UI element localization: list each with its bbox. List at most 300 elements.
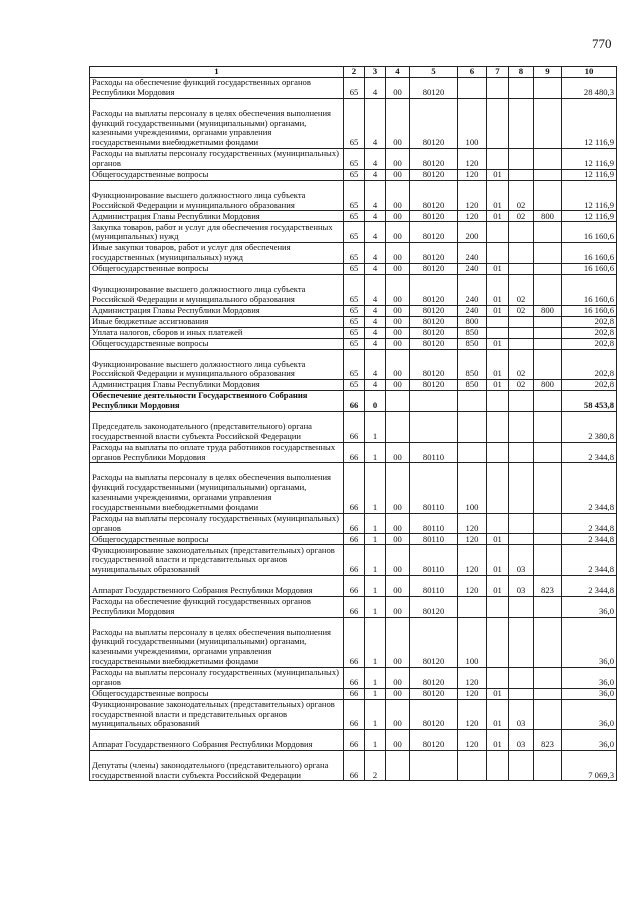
table-row (90, 513, 617, 534)
section-cell: 4 (365, 349, 386, 380)
section-cell: 4 (365, 222, 386, 243)
table-row (90, 222, 617, 243)
expense-type-cell (458, 750, 487, 781)
department-cell (534, 617, 562, 667)
table-row (90, 699, 617, 730)
department-cell (534, 667, 562, 688)
subdivision-cell: 03 (509, 699, 534, 730)
chapter-cell: 65 (344, 274, 365, 305)
chapter-cell: 66 (344, 534, 365, 545)
row-name-cell: Расходы на выплаты персоналу в целях обеспечения выполнения функций государственными (муниципальными) органами, казенными учреждениями, органами управления государственными внебюджетными фондами (90, 98, 344, 148)
target-code-cell: 80120 (410, 327, 458, 338)
division-cell: 01 (487, 349, 509, 380)
target-code-cell: 80120 (410, 596, 458, 617)
division-cell (487, 243, 509, 264)
section-cell: 4 (365, 274, 386, 305)
subsection-cell: 00 (386, 78, 410, 99)
table-row (90, 78, 617, 99)
target-code-cell: 80110 (410, 463, 458, 513)
section-cell: 2 (365, 750, 386, 781)
division-cell (487, 463, 509, 513)
target-code-cell: 80110 (410, 534, 458, 545)
header-row (90, 67, 617, 78)
subdivision-cell (509, 148, 534, 169)
target-code-cell: 80120 (410, 263, 458, 274)
department-cell (534, 222, 562, 243)
chapter-cell: 65 (344, 316, 365, 327)
target-code-cell: 80120 (410, 617, 458, 667)
amount-cell: 12 116,9 (562, 211, 617, 222)
department-cell (534, 545, 562, 576)
subdivision-cell (509, 243, 534, 264)
department-cell (534, 243, 562, 264)
header-cell: 9 (534, 67, 562, 78)
row-name-cell: Функционирование высшего должностного лица субъекта Российской Федерации и муниципального образования (90, 349, 344, 380)
table-row (90, 305, 617, 316)
amount-cell: 202,8 (562, 338, 617, 349)
division-cell: 01 (487, 263, 509, 274)
header-cell: 6 (458, 67, 487, 78)
target-code-cell (410, 750, 458, 781)
department-cell (534, 327, 562, 338)
amount-cell: 2 344,8 (562, 575, 617, 596)
amount-cell: 16 160,6 (562, 274, 617, 305)
department-cell (534, 411, 562, 442)
expense-type-cell: 850 (458, 338, 487, 349)
table-row (90, 180, 617, 211)
subsection-cell: 00 (386, 211, 410, 222)
row-name-cell: Администрация Главы Республики Мордовия (90, 380, 344, 391)
division-cell: 01 (487, 380, 509, 391)
subsection-cell: 00 (386, 98, 410, 148)
division-cell (487, 316, 509, 327)
expense-type-cell: 240 (458, 305, 487, 316)
target-code-cell: 80110 (410, 575, 458, 596)
department-cell: 800 (534, 211, 562, 222)
subsection-cell: 00 (386, 575, 410, 596)
row-name-cell: Депутаты (члены) законодательного (представительного) органа государственной власти субъекта Российской Федерации (90, 750, 344, 781)
section-cell: 4 (365, 78, 386, 99)
department-cell (534, 442, 562, 463)
department-cell (534, 274, 562, 305)
section-cell: 1 (365, 730, 386, 751)
section-cell: 1 (365, 534, 386, 545)
row-name-cell: Расходы на обеспечение функций государственных органов Республики Мордовия (90, 596, 344, 617)
row-name-cell: Обеспечение деятельности Государственного Собрания Республики Мордовия (90, 391, 344, 412)
target-code-cell: 80120 (410, 699, 458, 730)
table-row (90, 98, 617, 148)
department-cell (534, 391, 562, 412)
target-code-cell: 80120 (410, 180, 458, 211)
target-code-cell: 80120 (410, 380, 458, 391)
subsection-cell: 00 (386, 513, 410, 534)
amount-cell: 2 344,8 (562, 545, 617, 576)
subdivision-cell: 02 (509, 180, 534, 211)
division-cell (487, 391, 509, 412)
subdivision-cell (509, 534, 534, 545)
division-cell (487, 750, 509, 781)
division-cell: 01 (487, 730, 509, 751)
chapter-cell: 65 (344, 327, 365, 338)
section-cell: 4 (365, 148, 386, 169)
department-cell (534, 98, 562, 148)
subsection-cell (386, 391, 410, 412)
amount-cell: 12 116,9 (562, 169, 617, 180)
subdivision-cell (509, 442, 534, 463)
subdivision-cell (509, 391, 534, 412)
row-name-cell: Расходы на выплаты персоналу государственных (муниципальных) органов (90, 513, 344, 534)
expense-type-cell: 120 (458, 545, 487, 576)
division-cell: 01 (487, 305, 509, 316)
expense-type-cell: 850 (458, 349, 487, 380)
section-cell: 4 (365, 243, 386, 264)
chapter-cell: 66 (344, 617, 365, 667)
row-name-cell: Функционирование высшего должностного лица субъекта Российской Федерации и муниципального образования (90, 274, 344, 305)
amount-cell: 202,8 (562, 349, 617, 380)
subsection-cell: 00 (386, 442, 410, 463)
expense-type-cell: 120 (458, 575, 487, 596)
chapter-cell: 66 (344, 596, 365, 617)
amount-cell: 28 480,3 (562, 78, 617, 99)
section-cell: 4 (365, 211, 386, 222)
subsection-cell: 00 (386, 243, 410, 264)
subdivision-cell (509, 316, 534, 327)
row-name-cell: Общегосударственные вопросы (90, 263, 344, 274)
subdivision-cell (509, 222, 534, 243)
division-cell (487, 327, 509, 338)
division-cell: 01 (487, 274, 509, 305)
department-cell: 800 (534, 305, 562, 316)
target-code-cell: 80120 (410, 148, 458, 169)
row-name-cell: Закупка товаров, работ и услуг для обеспечения государственных (муниципальных) нужд (90, 222, 344, 243)
header-cell: 8 (509, 67, 534, 78)
target-code-cell: 80120 (410, 730, 458, 751)
row-name-cell: Расходы на выплаты персоналу государственных (муниципальных) органов (90, 148, 344, 169)
chapter-cell: 65 (344, 222, 365, 243)
department-cell (534, 349, 562, 380)
row-name-cell: Аппарат Государственного Собрания Республики Мордовия (90, 730, 344, 751)
subdivision-cell: 02 (509, 274, 534, 305)
subsection-cell: 00 (386, 380, 410, 391)
amount-cell: 36,0 (562, 617, 617, 667)
amount-cell: 2 380,8 (562, 411, 617, 442)
department-cell (534, 316, 562, 327)
amount-cell: 16 160,6 (562, 263, 617, 274)
division-cell (487, 667, 509, 688)
row-name-cell: Председатель законодательного (представительного) органа государственной власти субъекта Российской Федерации (90, 411, 344, 442)
row-name-cell: Расходы на выплаты персоналу в целях обеспечения выполнения функций государственными (муниципальными) органами, казенными учреждениями, органами управления государственными внебюджетными фондами (90, 617, 344, 667)
section-cell: 1 (365, 545, 386, 576)
chapter-cell: 66 (344, 750, 365, 781)
expense-type-cell: 240 (458, 243, 487, 264)
subsection-cell: 00 (386, 169, 410, 180)
subdivision-cell: 02 (509, 380, 534, 391)
amount-cell: 58 453,8 (562, 391, 617, 412)
amount-cell: 2 344,8 (562, 442, 617, 463)
subsection-cell: 00 (386, 180, 410, 211)
chapter-cell: 66 (344, 391, 365, 412)
table-row (90, 148, 617, 169)
section-cell: 1 (365, 617, 386, 667)
row-name-cell: Расходы на выплаты персоналу государственных (муниципальных) органов (90, 667, 344, 688)
expense-type-cell (458, 442, 487, 463)
header-cell: 1 (90, 67, 344, 78)
subdivision-cell (509, 169, 534, 180)
amount-cell: 36,0 (562, 730, 617, 751)
department-cell (534, 338, 562, 349)
subsection-cell: 00 (386, 274, 410, 305)
row-name-cell: Общегосударственные вопросы (90, 338, 344, 349)
amount-cell: 16 160,6 (562, 222, 617, 243)
division-cell: 01 (487, 169, 509, 180)
division-cell: 01 (487, 180, 509, 211)
expense-type-cell: 100 (458, 617, 487, 667)
department-cell (534, 180, 562, 211)
expense-type-cell: 120 (458, 730, 487, 751)
budget-table (89, 66, 617, 781)
table-row (90, 327, 617, 338)
target-code-cell: 80120 (410, 222, 458, 243)
subdivision-cell (509, 327, 534, 338)
chapter-cell: 66 (344, 688, 365, 699)
department-cell (534, 699, 562, 730)
amount-cell: 2 344,8 (562, 534, 617, 545)
amount-cell: 12 116,9 (562, 180, 617, 211)
table-row (90, 169, 617, 180)
division-cell: 01 (487, 338, 509, 349)
section-cell: 4 (365, 316, 386, 327)
division-cell (487, 411, 509, 442)
table-row (90, 463, 617, 513)
subdivision-cell: 03 (509, 545, 534, 576)
chapter-cell: 65 (344, 338, 365, 349)
row-name-cell: Общегосударственные вопросы (90, 169, 344, 180)
table-row (90, 274, 617, 305)
department-cell: 823 (534, 730, 562, 751)
division-cell: 01 (487, 545, 509, 576)
subsection-cell: 00 (386, 148, 410, 169)
chapter-cell: 66 (344, 463, 365, 513)
subsection-cell: 00 (386, 316, 410, 327)
subdivision-cell (509, 688, 534, 699)
table-row (90, 688, 617, 699)
expense-type-cell: 120 (458, 148, 487, 169)
target-code-cell: 80120 (410, 98, 458, 148)
subsection-cell: 00 (386, 667, 410, 688)
target-code-cell: 80120 (410, 274, 458, 305)
section-cell: 4 (365, 327, 386, 338)
amount-cell: 2 344,8 (562, 463, 617, 513)
row-name-cell: Расходы на выплаты по оплате труда работников государственных органов Республики Мордовия (90, 442, 344, 463)
target-code-cell: 80120 (410, 667, 458, 688)
expense-type-cell: 120 (458, 211, 487, 222)
amount-cell: 2 344,8 (562, 513, 617, 534)
division-cell (487, 78, 509, 99)
amount-cell: 202,8 (562, 380, 617, 391)
header-cell: 10 (562, 67, 617, 78)
subdivision-cell (509, 513, 534, 534)
subdivision-cell (509, 617, 534, 667)
header-cell: 7 (487, 67, 509, 78)
expense-type-cell: 120 (458, 688, 487, 699)
row-name-cell: Расходы на выплаты персоналу в целях обеспечения выполнения функций государственными (муниципальными) органами, казенными учреждениями, органами управления государственными внебюджетными фондами (90, 463, 344, 513)
header-cell: 2 (344, 67, 365, 78)
row-name-cell: Иные бюджетные ассигнования (90, 316, 344, 327)
row-name-cell: Аппарат Государственного Собрания Республики Мордовия (90, 575, 344, 596)
amount-cell: 202,8 (562, 316, 617, 327)
target-code-cell: 80120 (410, 78, 458, 99)
row-name-cell: Администрация Главы Республики Мордовия (90, 211, 344, 222)
target-code-cell: 80110 (410, 513, 458, 534)
amount-cell: 36,0 (562, 596, 617, 617)
table-row (90, 316, 617, 327)
division-cell: 01 (487, 575, 509, 596)
department-cell: 823 (534, 575, 562, 596)
subdivision-cell: 02 (509, 349, 534, 380)
chapter-cell: 66 (344, 667, 365, 688)
table-row (90, 263, 617, 274)
subsection-cell: 00 (386, 222, 410, 243)
division-cell: 01 (487, 211, 509, 222)
amount-cell: 36,0 (562, 667, 617, 688)
subsection-cell: 00 (386, 596, 410, 617)
department-cell (534, 688, 562, 699)
subdivision-cell (509, 667, 534, 688)
subdivision-cell (509, 596, 534, 617)
chapter-cell: 66 (344, 513, 365, 534)
target-code-cell: 80110 (410, 442, 458, 463)
target-code-cell: 80120 (410, 211, 458, 222)
target-code-cell (410, 411, 458, 442)
row-name-cell: Расходы на обеспечение функций государственных органов Республики Мордовия (90, 78, 344, 99)
subsection-cell: 00 (386, 545, 410, 576)
section-cell: 1 (365, 463, 386, 513)
expense-type-cell: 100 (458, 98, 487, 148)
division-cell (487, 513, 509, 534)
subsection-cell: 00 (386, 338, 410, 349)
chapter-cell: 65 (344, 305, 365, 316)
section-cell: 1 (365, 411, 386, 442)
expense-type-cell: 100 (458, 463, 487, 513)
table-row (90, 211, 617, 222)
table-row (90, 411, 617, 442)
subsection-cell: 00 (386, 534, 410, 545)
chapter-cell: 66 (344, 575, 365, 596)
table-body (90, 78, 617, 781)
subdivision-cell (509, 98, 534, 148)
target-code-cell: 80120 (410, 169, 458, 180)
expense-type-cell: 120 (458, 699, 487, 730)
header-cell: 3 (365, 67, 386, 78)
department-cell (534, 78, 562, 99)
row-name-cell: Функционирование высшего должностного лица субъекта Российской Федерации и муниципального образования (90, 180, 344, 211)
section-cell: 1 (365, 699, 386, 730)
chapter-cell: 65 (344, 263, 365, 274)
subsection-cell: 00 (386, 463, 410, 513)
row-name-cell: Иные закупки товаров, работ и услуг для обеспечения государственных (муниципальных) нужд (90, 243, 344, 264)
expense-type-cell: 200 (458, 222, 487, 243)
chapter-cell: 65 (344, 380, 365, 391)
row-name-cell: Общегосударственные вопросы (90, 688, 344, 699)
subdivision-cell (509, 750, 534, 781)
chapter-cell: 65 (344, 180, 365, 211)
division-cell: 01 (487, 688, 509, 699)
chapter-cell: 65 (344, 169, 365, 180)
target-code-cell: 80110 (410, 545, 458, 576)
page-number: 770 (592, 36, 612, 51)
subsection-cell: 00 (386, 327, 410, 338)
section-cell: 4 (365, 169, 386, 180)
section-cell: 1 (365, 688, 386, 699)
amount-cell: 202,8 (562, 327, 617, 338)
section-cell: 1 (365, 667, 386, 688)
subdivision-cell (509, 411, 534, 442)
chapter-cell: 65 (344, 98, 365, 148)
expense-type-cell: 800 (458, 316, 487, 327)
division-cell: 01 (487, 534, 509, 545)
division-cell (487, 596, 509, 617)
department-cell (534, 750, 562, 781)
department-cell (534, 596, 562, 617)
table-row (90, 596, 617, 617)
table-row (90, 380, 617, 391)
expense-type-cell: 240 (458, 263, 487, 274)
division-cell (487, 222, 509, 243)
target-code-cell: 80120 (410, 688, 458, 699)
subsection-cell: 00 (386, 263, 410, 274)
subsection-cell: 00 (386, 617, 410, 667)
amount-cell: 12 116,9 (562, 148, 617, 169)
header-cell: 5 (410, 67, 458, 78)
row-name-cell: Администрация Главы Республики Мордовия (90, 305, 344, 316)
division-cell (487, 148, 509, 169)
department-cell: 800 (534, 380, 562, 391)
table-row (90, 534, 617, 545)
division-cell (487, 442, 509, 463)
division-cell (487, 617, 509, 667)
expense-type-cell: 240 (458, 274, 487, 305)
chapter-cell: 65 (344, 211, 365, 222)
section-cell: 4 (365, 380, 386, 391)
section-cell: 0 (365, 391, 386, 412)
subdivision-cell: 03 (509, 575, 534, 596)
table-row (90, 545, 617, 576)
subsection-cell: 00 (386, 699, 410, 730)
amount-cell: 7 069,3 (562, 750, 617, 781)
subsection-cell (386, 411, 410, 442)
table-row (90, 442, 617, 463)
target-code-cell: 80120 (410, 243, 458, 264)
expense-type-cell: 120 (458, 513, 487, 534)
section-cell: 4 (365, 338, 386, 349)
department-cell (534, 263, 562, 274)
subdivision-cell (509, 78, 534, 99)
subsection-cell: 00 (386, 349, 410, 380)
expense-type-cell (458, 391, 487, 412)
department-cell (534, 463, 562, 513)
division-cell (487, 98, 509, 148)
section-cell: 4 (365, 98, 386, 148)
expense-type-cell: 120 (458, 534, 487, 545)
subsection-cell: 00 (386, 730, 410, 751)
section-cell: 4 (365, 305, 386, 316)
subdivision-cell: 02 (509, 305, 534, 316)
table-row (90, 391, 617, 412)
department-cell (534, 169, 562, 180)
chapter-cell: 65 (344, 349, 365, 380)
expense-type-cell (458, 78, 487, 99)
chapter-cell: 66 (344, 730, 365, 751)
